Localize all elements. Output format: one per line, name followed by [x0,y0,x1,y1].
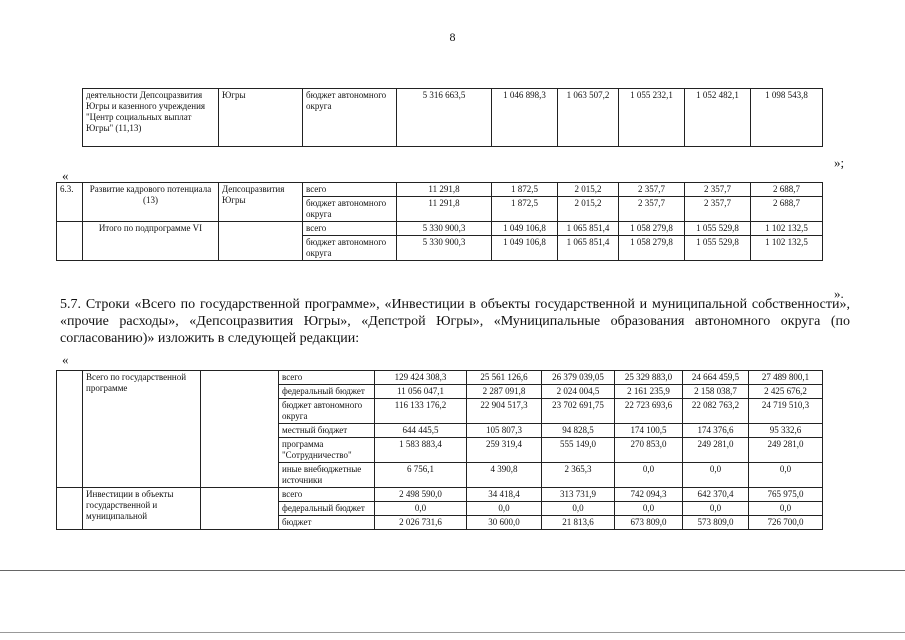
value-cell: 1 583 883,4 [375,438,467,463]
value-cell: 1 102 132,5 [751,236,823,261]
value-cell: 0,0 [375,502,467,516]
value-cell: 34 418,4 [467,488,542,502]
value-cell: 2 026 731,6 [375,516,467,530]
value-cell: 1 065 851,4 [558,222,619,236]
page-number: 8 [449,30,456,44]
value-cell: 1 052 482,1 [685,89,751,147]
value-cell: 644 445,5 [375,424,467,438]
value-cell: 0,0 [467,502,542,516]
value-cell: 555 149,0 [542,438,615,463]
row-number [57,488,83,530]
value-cell: 2 688,7 [751,183,823,197]
value-cell: 0,0 [615,502,683,516]
value-cell: 2 287 091,8 [467,385,542,399]
value-cell: 1 055 529,8 [685,236,751,261]
value-cell: 129 424 308,3 [375,371,467,385]
value-cell: 2 688,7 [751,197,823,222]
source-cell: всего [279,371,375,385]
value-cell: 174 100,5 [615,424,683,438]
value-cell: 0,0 [749,502,823,516]
value-cell: 0,0 [683,502,749,516]
value-cell: 116 133 176,2 [375,399,467,424]
subtotal-label: Итого по подпрограмме VI [83,222,219,261]
value-cell: 1 063 507,2 [558,89,619,147]
executor-cell: Депсоцразвития Югры [219,183,303,222]
value-cell: 25 561 126,6 [467,371,542,385]
value-cell: 726 700,0 [749,516,823,530]
value-cell: 2 015,2 [558,183,619,197]
value-cell: 1 098 543,8 [751,89,823,147]
value-cell: 1 046 898,3 [492,89,558,147]
executor-cell [201,371,279,488]
value-cell: 1 055 232,1 [619,89,685,147]
value-cell: 4 390,8 [467,463,542,488]
value-cell: 673 809,0 [615,516,683,530]
table-subprogram-vi [56,182,823,261]
source-cell: федеральный бюджет [279,385,375,399]
source-cell: всего [279,488,375,502]
value-cell: 2 161 235,9 [615,385,683,399]
value-cell: 1 055 529,8 [685,222,751,236]
value-cell: 2 357,7 [619,197,685,222]
source-cell: программа "Сотрудничество" [279,438,375,463]
value-cell: 5 330 900,3 [397,236,492,261]
executor-cell [219,222,303,261]
scan-cut-line [0,570,905,571]
value-cell: 2 015,2 [558,197,619,222]
row-number [57,371,83,488]
value-cell: 313 731,9 [542,488,615,502]
value-cell: 1 065 851,4 [558,236,619,261]
source-cell: всего [303,183,397,197]
value-cell: 95 332,6 [749,424,823,438]
value-cell: 24 664 459,5 [683,371,749,385]
value-cell: 742 094,3 [615,488,683,502]
value-cell: 5 316 663,5 [397,89,492,147]
value-cell: 105 807,3 [467,424,542,438]
value-cell: 2 357,7 [685,197,751,222]
closing-quote: »; [834,155,845,170]
value-cell: 2 357,7 [619,183,685,197]
value-cell: 573 809,0 [683,516,749,530]
table-row [57,222,823,236]
source-cell: бюджет автономного округа [303,89,397,147]
executor-cell [201,488,279,530]
source-cell: бюджет автономного округа [303,197,397,222]
value-cell: 1 049 106,8 [492,236,558,261]
value-cell: 1 058 279,8 [619,236,685,261]
source-cell: всего [303,222,397,236]
value-cell: 2 425 676,2 [749,385,823,399]
activity-cell: деятельности Депсоцразвития Югры и казенного учреждения "Центр социальных выплат Югры" (11,13) [83,89,219,147]
value-cell: 0,0 [542,502,615,516]
closing-quote: ». [834,286,844,301]
opening-quote: « [62,352,69,367]
source-cell: бюджет автономного округа [303,236,397,261]
value-cell: 1 049 106,8 [492,222,558,236]
value-cell: 2 024 004,5 [542,385,615,399]
source-cell: федеральный бюджет [279,502,375,516]
value-cell: 6 756,1 [375,463,467,488]
value-cell: 11 291,8 [397,183,492,197]
value-cell: 0,0 [615,463,683,488]
row-number [57,222,83,261]
source-cell: иные внебюджетные источники [279,463,375,488]
value-cell: 1 872,5 [492,197,558,222]
value-cell: 2 357,7 [685,183,751,197]
value-cell: 21 813,6 [542,516,615,530]
value-cell: 22 723 693,6 [615,399,683,424]
value-cell: 23 702 691,75 [542,399,615,424]
value-cell: 0,0 [683,463,749,488]
opening-quote: « [62,168,69,183]
value-cell: 2 365,3 [542,463,615,488]
source-cell: бюджет [279,516,375,530]
value-cell: 249 281,0 [683,438,749,463]
value-cell: 5 330 900,3 [397,222,492,236]
value-cell: 24 719 510,3 [749,399,823,424]
source-cell: местный бюджет [279,424,375,438]
value-cell: 249 281,0 [749,438,823,463]
value-cell: 0,0 [749,463,823,488]
group-label: Инвестиции в объекты государственной и муниципальной [83,488,201,530]
scan-edge-line [0,632,905,633]
value-cell: 270 853,0 [615,438,683,463]
value-cell: 174 376,6 [683,424,749,438]
value-cell: 94 828,5 [542,424,615,438]
value-cell: 765 975,0 [749,488,823,502]
table-row [57,183,823,197]
instruction-paragraph: 5.7. Строки «Всего по государственной программе», «Инвестиции в объекты государственной и муниципальной собственности», «прочие расходы», «Депсоцразвития Югры», «Депстрой Югры», «Муниципальные образования автономного округа (по согласованию)» изложить в следующей редакции: [60,297,850,346]
value-cell: 1 058 279,8 [619,222,685,236]
value-cell: 2 498 590,0 [375,488,467,502]
value-cell: 22 904 517,3 [467,399,542,424]
value-cell: 1 102 132,5 [751,222,823,236]
value-cell: 1 872,5 [492,183,558,197]
table-row [57,488,823,502]
table-row [83,89,823,147]
value-cell: 2 158 038,7 [683,385,749,399]
row-number: 6.3. [57,183,83,222]
value-cell: 27 489 800,1 [749,371,823,385]
table-program-totals [56,370,823,530]
value-cell: 25 329 883,0 [615,371,683,385]
executor-cell: Югры [219,89,303,147]
activity-cell: Развитие кадрового потенциала (13) [83,183,219,222]
value-cell: 22 082 763,2 [683,399,749,424]
table-row [57,371,823,385]
value-cell: 26 379 039,05 [542,371,615,385]
value-cell: 642 370,4 [683,488,749,502]
value-cell: 11 056 047,1 [375,385,467,399]
value-cell: 259 319,4 [467,438,542,463]
table-top-continuation [82,88,823,147]
value-cell: 11 291,8 [397,197,492,222]
source-cell: бюджет автономного округа [279,399,375,424]
value-cell: 30 600,0 [467,516,542,530]
group-label: Всего по государственной программе [83,371,201,488]
